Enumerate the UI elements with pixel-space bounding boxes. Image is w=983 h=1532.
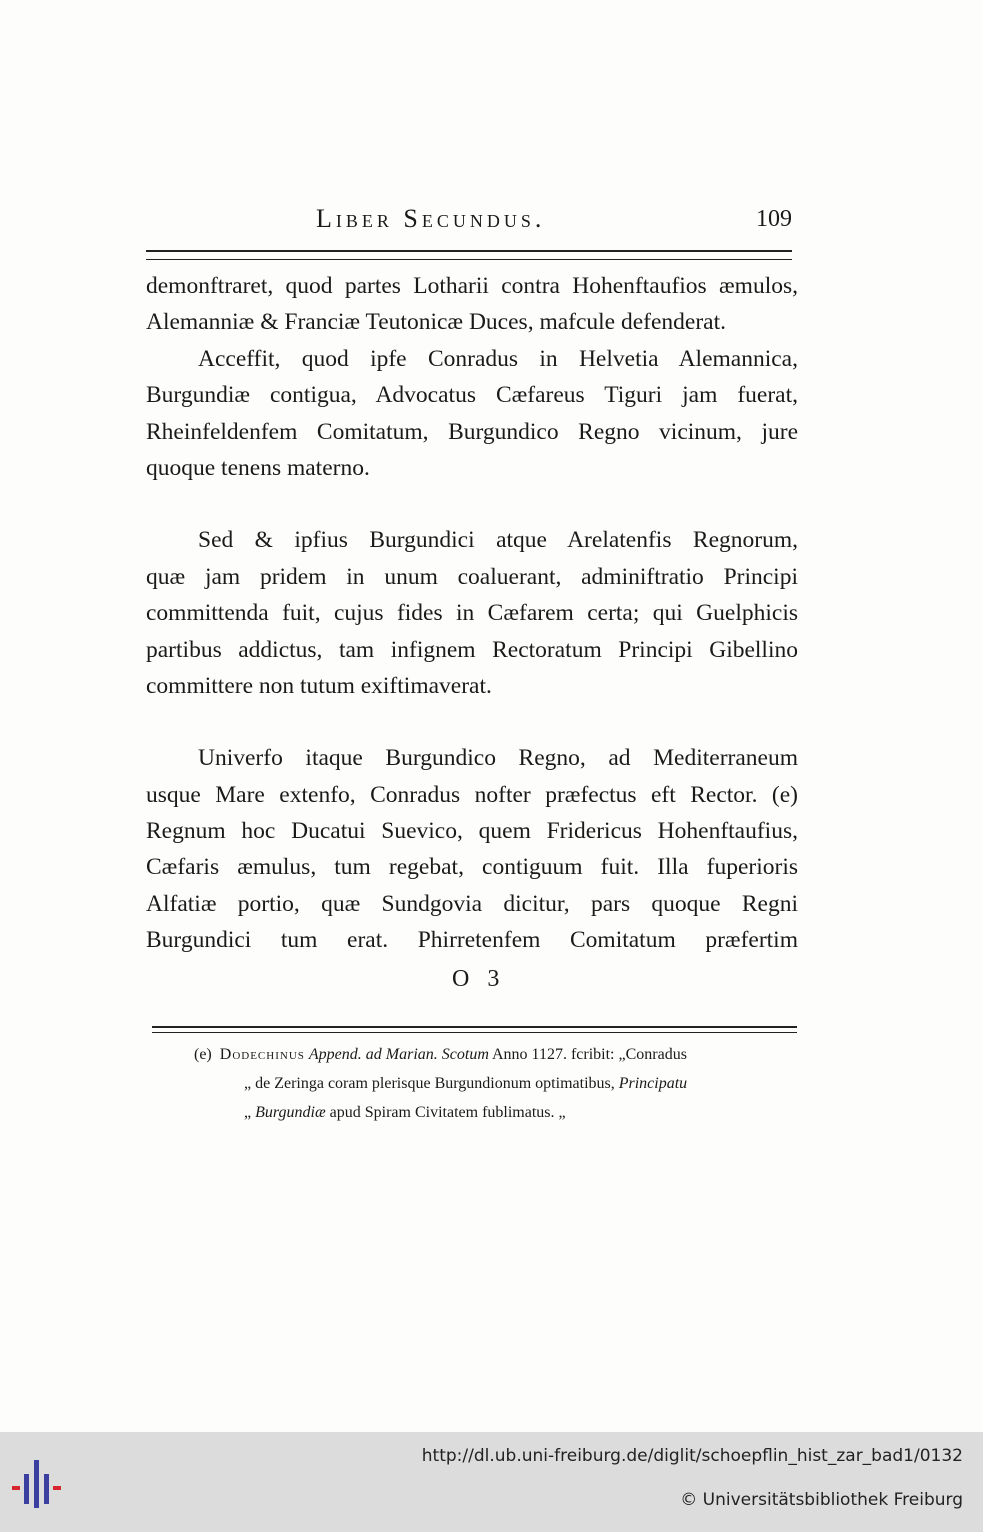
paragraph-1: [146, 268, 798, 341]
text-line: Alfatiæ portio, quæ Sundgovia dicitur, pars quoque Regni: [146, 890, 798, 917]
running-title: Liber Secundus.: [316, 204, 546, 233]
footnote-text: „: [244, 1104, 252, 1121]
copyright-text: © Universitätsbibliothek Freiburg: [680, 1490, 963, 1510]
text-line: partibus addictus, tam infignem Rectoratum Principi Gibellino: [146, 636, 798, 663]
text-line: Alemanniæ & Franciæ Teutonicæ Duces, mafcule defenderat.: [146, 309, 727, 336]
footnote-text-italic: Principatu: [618, 1075, 688, 1092]
text-line: Acceffit, quod ipfe Conradus in Helvetia Alemannica,: [198, 345, 798, 372]
footnote-text: Anno 1127. fcribit: „Conradus: [492, 1046, 687, 1063]
paragraph-gap: [146, 704, 798, 740]
text-line: Burgundiæ contigua, Advocatus Cæfareus Tiguri jam fuerat,: [146, 382, 798, 409]
text-line: demonftraret, quod partes Lotharii contra Hohenftaufios æmulos,: [146, 273, 798, 299]
text-line: Univerfo itaque Burgundico Regno, ad Mediterraneum: [198, 745, 798, 772]
text-line: Rheinfeldenfem Comitatum, Burgundico Regno vicinum, jure: [146, 418, 798, 445]
text-line: Sed & ipfius Burgundici atque Arelatenfis Regnorum,: [198, 527, 798, 554]
library-logo-icon[interactable]: [12, 1460, 64, 1508]
text-line: quæ jam pridem in unum coaluerant, adminiftratio Principi: [146, 563, 798, 590]
footnote-line-2: [194, 1069, 800, 1098]
text-line: usque Mare extenfo, Conradus nofter præfectus eft Rector. (e): [146, 781, 798, 808]
paragraph-4: [146, 740, 798, 958]
permalink-link[interactable]: http://dl.ub.uni-freiburg.de/diglit/schoepflin_hist_zar_bad1/0132: [421, 1446, 963, 1466]
text-line: Cæfaris æmulus, tum regebat, contiguum fuit. Illa fuperioris: [146, 854, 798, 881]
text-line: Burgundici tum erat. Phirretenfem Comitatum præfertim: [146, 927, 798, 954]
paragraph-gap: [146, 486, 798, 522]
header-rule-thin: [146, 259, 792, 260]
text-line: committere non tutum exiftimaverat.: [146, 672, 492, 699]
footnote: [194, 1040, 800, 1127]
body-text: [146, 268, 798, 959]
signature-mark: O 3: [452, 966, 506, 992]
footnote-text-italic: Burgundiæ: [255, 1104, 326, 1121]
text-line: committenda fuit, cujus fides in Cæfarem certa; qui Guelphicis: [146, 600, 798, 627]
footer-bar: [0, 1432, 983, 1532]
footnote-marker: (e): [194, 1046, 212, 1063]
footnote-line-1: [194, 1040, 800, 1069]
footnote-work: Append. ad Marian. Scotum: [308, 1046, 489, 1063]
text-line: quoque tenens materno.: [146, 454, 370, 481]
text-line: Regnum hoc Ducatui Suevico, quem Fridericus Hohenftaufius,: [146, 818, 798, 845]
footnote-text: apud Spiram Civitatem fublimatus. „: [329, 1104, 566, 1121]
footnote-author: Dodechinus: [219, 1046, 305, 1063]
header-rule: [146, 250, 792, 252]
footnote-rule: [152, 1026, 797, 1028]
footnote-text: „ de Zeringa coram plerisque Burgundionum optimatibus,: [244, 1075, 615, 1092]
footnote-rule-thin: [152, 1032, 797, 1033]
paragraph-2: [146, 341, 798, 487]
page-number: 109: [756, 206, 792, 232]
paragraph-3: [146, 522, 798, 704]
footnote-line-3: [194, 1098, 800, 1127]
running-head: [146, 196, 798, 244]
